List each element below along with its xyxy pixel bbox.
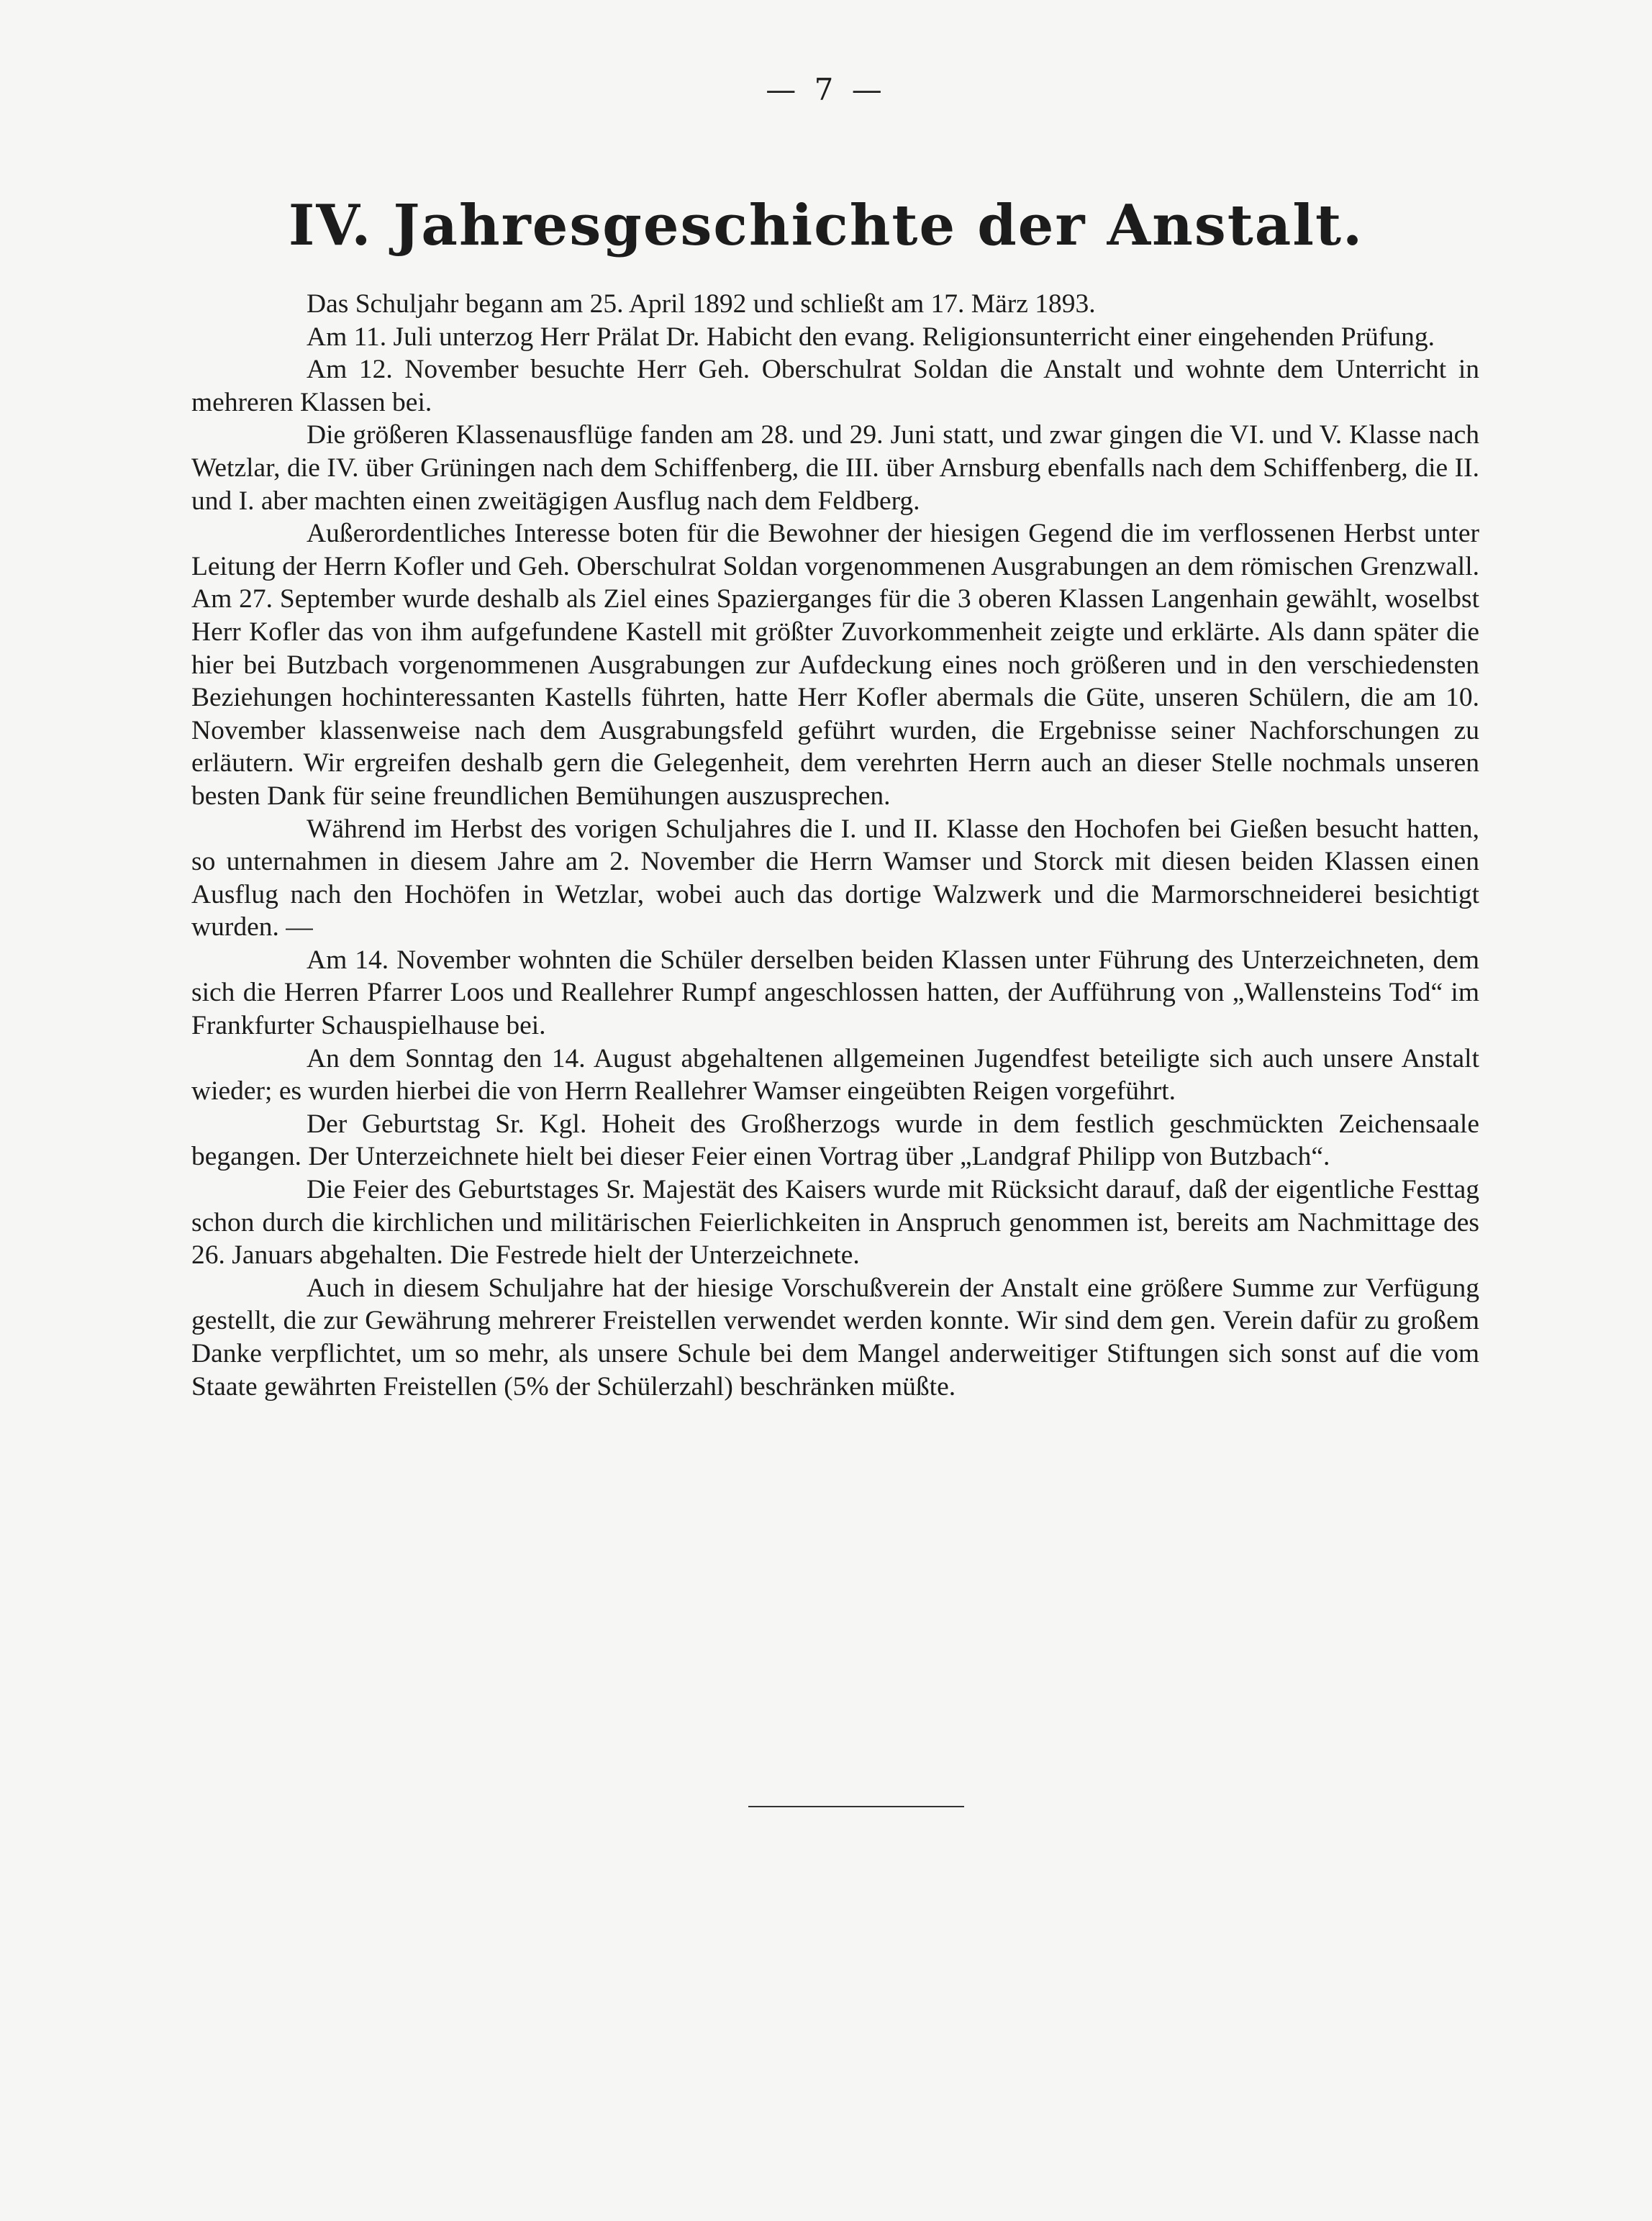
paragraph-scholarships: Auch in diesem Schuljahre hat der hiesige Vorschußverein der Anstalt eine größere Summe zur Verfügung gestellt, die zur Gewährung mehrerer Freistellen verwendet werden konnte. Wir sind dem gen. Verein dafür zu großem Danke verpflichtet, um so mehr, als unsere Schule bei dem Mangel anderweitiger Stiftungen sich sonst auf die vom Staate gewährten Freistellen (5% der Schülerzahl) beschränken müßte. [191,1273,1479,1402]
paragraph-excavations: Außerordentliches Interesse boten für die Bewohner der hiesigen Gegend die im verflossenen Herbst unter Leitung der Herrn Kofler und Geh. Oberschulrat Soldan vorgenommenen Ausgrabungen an dem römischen Grenzwall. Am 27. September wurde deshalb als Ziel eines Spazierganges für die 3 oberen Klassen Langenhain gewählt, woselbst Herr Kofler das von ihm aufgefundene Kastell mit größter Zuvorkommenheit zeigte und erklärte. Als dann später die hier bei Butzbach vorgenommenen Ausgrabungen zur Aufdeckung eines noch größeren und in den verschiedensten Beziehungen hochinteressanten Kastells führten, hatte Herr Kofler abermals die Güte, unseren Schülern, die am 10. November klassenweise nach dem Ausgrabungsfeld geführt wurden, die Ergebnisse seiner Nachforschungen zu erläutern. Wir ergreifen deshalb gern die Gelegenheit, dem verehrten Herrn auch an dieser Stelle nochmals unseren besten Dank für seine freundlichen Bemühungen auszusprechen. [191,519,1479,811]
paragraph-class-trips: Die größeren Klassenausflüge fanden am 28. und 29. Juni statt, und zwar gingen die VI. und V. Klasse nach Wetzlar, die IV. über Grüningen nach dem Schiffenberg, die III. über Arnsburg ebenfalls nach dem Schiffenberg, die II. und I. aber machten einen zweitägigen Ausflug nach dem Feldberg. [191,420,1479,516]
page-number: — 7 — [766,72,886,107]
paragraph-blast-furnace: Während im Herbst des vorigen Schuljahres die I. und II. Klasse den Hochofen bei Gießen besucht hatten, so unternahmen in diesem Jahre am 2. November die Herrn Wamser und Storck mit diesen beiden Klassen einen Ausflug nach den Hochöfen in Wetzlar, wobei auch das dortige Walzwerk und die Marmorschneiderei besichtigt wurden. — [191,814,1479,943]
paragraph-religion-exam: Am 11. Juli unterzog Herr Prälat Dr. Habicht den evang. Religionsunterricht einer eingehenden Prüfung. [307,322,1435,352]
paragraph-theatre: Am 14. November wohnten die Schüler derselben beiden Klassen unter Führung des Unterzeichneten, dem sich die Herren Pfarrer Loos und Reallehrer Rumpf angeschlossen hatten, der Aufführung von „Wallensteins Tod“ im Frankfurter Schauspielhause bei. [191,945,1479,1041]
section-title: IV. Jahresgeschichte der Anstalt. [288,193,1364,258]
paragraph-grand-duke-birthday: Der Geburtstag Sr. Kgl. Hoheit des Großherzogs wurde in dem festlich geschmückten Zeichensaale begangen. Der Unterzeichnete hielt bei dieser Feier einen Vortrag über „Landgraf Philipp von Butzbach“. [191,1109,1479,1172]
paragraph-youth-festival: An dem Sonntag den 14. August abgehaltenen allgemeinen Jugendfest beteiligte sich auch unsere Anstalt wieder; es wurden hierbei die von Herrn Reallehrer Wamser eingeübten Reigen vorgeführt. [191,1043,1479,1107]
body-text [191,288,1479,1403]
paragraph-school-year: Das Schuljahr begann am 25. April 1892 und schließt am 17. März 1893. [307,289,1096,319]
paragraph-emperor-birthday: Die Feier des Geburtstages Sr. Majestät des Kaisers wurde mit Rücksicht darauf, daß der eigentliche Festtag schon durch die kirchlichen und militärischen Feierlichkeiten in Anspruch genommen ist, bereits am Nachmittage des 26. Januars abgehalten. Die Festrede hielt der Unterzeichnete. [191,1175,1479,1271]
end-divider [748,1806,964,1807]
paragraph-inspection: Am 12. November besuchte Herr Geh. Oberschulrat Soldan die Anstalt und wohnte dem Unterricht in mehreren Klassen bei. [191,355,1479,417]
